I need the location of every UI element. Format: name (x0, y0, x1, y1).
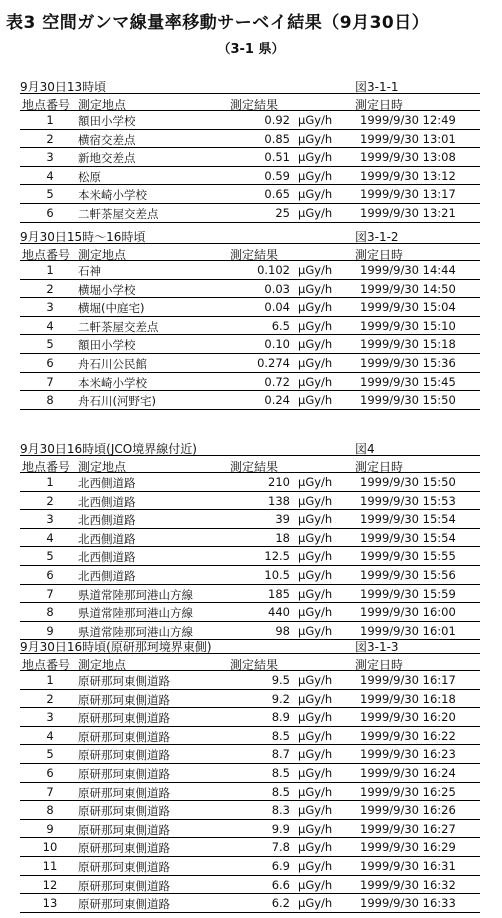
measurement-value: 210 (268, 475, 290, 489)
point-number: 1 (46, 113, 54, 127)
table-row (20, 510, 480, 529)
measurement-value: 8.7 (271, 747, 290, 762)
point-number: 4 (46, 728, 54, 743)
point-number: 1 (46, 673, 54, 687)
table-row (20, 671, 480, 690)
measurement-datetime: 1999/9/30 13:17 (360, 187, 456, 202)
measurement-unit: μGy/h (298, 728, 333, 743)
table-row (20, 876, 480, 895)
measurement-site: 本米崎小学校 (78, 188, 147, 203)
header-measurement-result: 測定結果 (230, 98, 279, 112)
measurement-value: 0.85 (264, 131, 290, 146)
measurement-datetime: 1999/9/30 15:50 (360, 393, 456, 408)
point-number: 9 (46, 821, 54, 836)
measurement-unit: μGy/h (298, 318, 333, 333)
measurement-unit: μGy/h (298, 896, 333, 911)
measurement-unit: μGy/h (298, 205, 333, 220)
header-measurement-datetime: 測定日時 (355, 658, 404, 672)
point-number: 3 (46, 300, 54, 315)
point-number: 6 (46, 355, 54, 370)
measurement-value: 9.2 (271, 691, 290, 706)
measurement-datetime: 1999/9/30 16:29 (360, 840, 456, 855)
measurement-unit: μGy/h (298, 877, 333, 892)
measurement-site: 原研那珂東側道路 (78, 897, 170, 912)
measurement-unit: μGy/h (298, 858, 333, 873)
measurement-value: 9.9 (271, 821, 290, 836)
measurement-datetime: 1999/9/30 15:54 (360, 512, 456, 527)
table-row (20, 492, 480, 511)
point-number: 6 (46, 567, 54, 582)
measurement-site: 原研那珂東側道路 (78, 692, 170, 707)
measurement-value: 10.5 (264, 567, 290, 582)
section-heading (20, 440, 480, 456)
measurement-unit: μGy/h (298, 840, 333, 855)
header-point-number: 地点番号 (22, 658, 71, 672)
measurement-site: 北西側道路 (78, 494, 136, 509)
header-measurement-result: 測定結果 (230, 658, 279, 672)
point-number: 1 (46, 263, 54, 277)
measurement-site: 横宿交差点 (78, 132, 136, 147)
point-number: 10 (42, 840, 58, 855)
measurement-unit: μGy/h (298, 765, 333, 780)
measurement-site: 県道常陸那珂港山方線 (78, 606, 193, 621)
point-number: 6 (46, 205, 54, 220)
measurement-site: 石神 (78, 264, 101, 278)
measurement-value: 6.6 (271, 877, 290, 892)
measurement-value: 0.102 (257, 263, 290, 277)
measurement-site: 北西側道路 (78, 568, 136, 583)
measurement-datetime: 1999/9/30 16:32 (360, 877, 456, 892)
header-measurement-result: 測定結果 (230, 460, 279, 474)
point-number: 13 (42, 896, 58, 911)
table-row (20, 280, 480, 299)
table-row (20, 857, 480, 876)
section-time-label: 9月30日16時頃(JCO境界線付近) (20, 442, 197, 456)
measurement-value: 0.24 (264, 393, 290, 408)
table-header (20, 456, 480, 473)
measurement-site: 原研那珂東側道路 (78, 711, 170, 726)
measurement-value: 440 (268, 605, 290, 620)
table-header (20, 244, 480, 261)
table-row (20, 261, 480, 280)
point-number: 8 (46, 393, 54, 408)
measurement-site: 県道常陸那珂港山方線 (78, 587, 193, 602)
point-number: 1 (46, 475, 54, 489)
measurement-datetime: 1999/9/30 13:12 (360, 168, 456, 183)
measurement-unit: μGy/h (298, 784, 333, 799)
measurement-value: 9.5 (271, 673, 290, 687)
measurement-datetime: 1999/9/30 16:00 (360, 605, 456, 620)
table-row (20, 690, 480, 709)
measurement-datetime: 1999/9/30 15:54 (360, 530, 456, 545)
measurement-datetime: 1999/9/30 14:50 (360, 281, 456, 296)
point-number: 2 (46, 131, 54, 146)
header-measurement-datetime: 測定日時 (355, 98, 404, 112)
measurement-site: 原研那珂東側道路 (78, 785, 170, 800)
table-row (20, 148, 480, 167)
table-row (20, 603, 480, 622)
measurement-site: 原研那珂東側道路 (78, 878, 170, 893)
point-number: 3 (46, 512, 54, 527)
point-number: 7 (46, 784, 54, 799)
header-point-number: 地点番号 (22, 460, 71, 474)
measurement-unit: μGy/h (298, 605, 333, 620)
measurement-value: 6.9 (271, 858, 290, 873)
measurement-value: 6.2 (271, 896, 290, 911)
measurement-unit: μGy/h (298, 187, 333, 202)
point-number: 5 (46, 187, 54, 202)
section-heading (20, 638, 480, 654)
measurement-unit: μGy/h (298, 747, 333, 762)
measurement-datetime: 1999/9/30 15:10 (360, 318, 456, 333)
table-row (20, 529, 480, 548)
measurement-value: 8.5 (271, 765, 290, 780)
measurement-value: 185 (268, 586, 290, 601)
section-time-label: 9月30日16時頃(原研那珂境界東側) (20, 640, 212, 654)
measurement-value: 0.51 (264, 150, 290, 165)
measurement-datetime: 1999/9/30 16:20 (360, 710, 456, 725)
figure-reference: 図3-1-1 (355, 80, 399, 94)
point-number: 7 (46, 586, 54, 601)
measurement-unit: μGy/h (298, 691, 333, 706)
table-row (20, 473, 480, 492)
measurement-datetime: 1999/9/30 13:21 (360, 205, 456, 220)
figure-reference: 図4 (355, 442, 375, 456)
table-row (20, 185, 480, 204)
measurement-datetime: 1999/9/30 15:53 (360, 493, 456, 508)
survey-section (20, 78, 480, 223)
measurement-value: 0.65 (264, 187, 290, 202)
measurement-site: 北西側道路 (78, 531, 136, 546)
measurement-datetime: 1999/9/30 15:55 (360, 549, 456, 564)
measurement-datetime: 1999/9/30 15:04 (360, 300, 456, 315)
measurement-datetime: 1999/9/30 13:08 (360, 150, 456, 165)
measurement-unit: μGy/h (298, 337, 333, 352)
measurement-site: 舟石川(河野宅) (78, 394, 156, 409)
table-row (20, 783, 480, 802)
measurement-site: 額田小学校 (78, 338, 136, 353)
table-row (20, 111, 480, 130)
measurement-value: 0.92 (264, 113, 290, 127)
measurement-datetime: 1999/9/30 16:27 (360, 821, 456, 836)
measurement-value: 8.5 (271, 784, 290, 799)
measurement-site: 本米崎小学校 (78, 375, 147, 390)
table-row (20, 745, 480, 764)
page-subtitle: （3-1 県） (217, 42, 285, 57)
measurement-site: 原研那珂東側道路 (78, 822, 170, 837)
measurement-site: 原研那珂東側道路 (78, 748, 170, 763)
section-time-label: 9月30日13時頃 (20, 80, 107, 94)
measurement-site: 松原 (78, 169, 101, 184)
measurement-datetime: 1999/9/30 16:24 (360, 765, 456, 780)
measurement-site: 二軒茶屋交差点 (78, 319, 159, 334)
measurement-unit: μGy/h (298, 113, 333, 127)
measurement-unit: μGy/h (298, 493, 333, 508)
measurement-site: 原研那珂東側道路 (78, 674, 170, 688)
measurement-unit: μGy/h (298, 393, 333, 408)
measurement-value: 0.274 (257, 355, 290, 370)
measurement-site: 北西側道路 (78, 550, 136, 565)
point-number: 4 (46, 168, 54, 183)
figure-reference: 図3-1-3 (355, 640, 399, 654)
measurement-site: 舟石川公民館 (78, 356, 147, 371)
measurement-datetime: 1999/9/30 16:25 (360, 784, 456, 799)
header-measurement-datetime: 測定日時 (355, 460, 404, 474)
measurement-datetime: 1999/9/30 16:31 (360, 858, 456, 873)
measurement-datetime: 1999/9/30 14:44 (360, 263, 456, 277)
measurement-unit: μGy/h (298, 710, 333, 725)
measurement-unit: μGy/h (298, 821, 333, 836)
table-row (20, 727, 480, 746)
table-row (20, 335, 480, 354)
point-number: 8 (46, 605, 54, 620)
table-row (20, 764, 480, 783)
header-measurement-result: 測定結果 (230, 248, 279, 262)
measurement-datetime: 1999/9/30 16:01 (360, 623, 456, 638)
measurement-value: 0.03 (264, 281, 290, 296)
measurement-site: 北西側道路 (78, 476, 136, 490)
measurement-value: 18 (275, 530, 290, 545)
measurement-datetime: 1999/9/30 13:01 (360, 131, 456, 146)
header-measurement-site: 測定地点 (78, 248, 127, 262)
measurement-site: 北西側道路 (78, 513, 136, 528)
table-row (20, 130, 480, 149)
page-title: 表3 空間ガンマ線量率移動サーベイ結果（9月30日） (6, 13, 430, 33)
measurement-site: 原研那珂東側道路 (78, 859, 170, 874)
measurement-site: 横堀(中庭宅) (78, 301, 145, 316)
measurement-value: 8.3 (271, 803, 290, 818)
measurement-value: 39 (275, 512, 290, 527)
measurement-value: 25 (275, 205, 290, 220)
table-row (20, 547, 480, 566)
measurement-unit: μGy/h (298, 512, 333, 527)
point-number: 6 (46, 765, 54, 780)
measurement-site: 二軒茶屋交差点 (78, 206, 159, 221)
measurement-unit: μGy/h (298, 623, 333, 638)
header-point-number: 地点番号 (22, 98, 71, 112)
point-number: 4 (46, 318, 54, 333)
measurement-value: 0.72 (264, 374, 290, 389)
measurement-value: 7.8 (271, 840, 290, 855)
measurement-site: 原研那珂東側道路 (78, 766, 170, 781)
point-number: 3 (46, 710, 54, 725)
measurement-value: 138 (268, 493, 290, 508)
section-time-label: 9月30日15時～16時頃 (20, 230, 146, 244)
measurement-value: 98 (275, 623, 290, 638)
measurement-unit: μGy/h (298, 263, 333, 277)
measurement-datetime: 1999/9/30 16:22 (360, 728, 456, 743)
point-number: 5 (46, 549, 54, 564)
measurement-datetime: 1999/9/30 16:26 (360, 803, 456, 818)
table-row (20, 167, 480, 186)
header-measurement-site: 測定地点 (78, 658, 127, 672)
figure-reference: 図3-1-2 (355, 230, 399, 244)
measurement-value: 6.5 (271, 318, 290, 333)
measurement-unit: μGy/h (298, 300, 333, 315)
survey-section (20, 638, 480, 913)
survey-section (20, 228, 480, 410)
measurement-unit: μGy/h (298, 168, 333, 183)
measurement-site: 原研那珂東側道路 (78, 841, 170, 856)
measurement-site: 横堀小学校 (78, 282, 136, 297)
point-number: 2 (46, 281, 54, 296)
measurement-datetime: 1999/9/30 12:49 (360, 113, 456, 127)
header-measurement-site: 測定地点 (78, 98, 127, 112)
survey-section (20, 440, 480, 640)
measurement-value: 0.04 (264, 300, 290, 315)
measurement-unit: μGy/h (298, 567, 333, 582)
measurement-value: 12.5 (264, 549, 290, 564)
measurement-datetime: 1999/9/30 16:33 (360, 896, 456, 911)
table-row (20, 391, 480, 410)
measurement-datetime: 1999/9/30 15:45 (360, 374, 456, 389)
measurement-unit: μGy/h (298, 530, 333, 545)
measurement-unit: μGy/h (298, 586, 333, 601)
point-number: 2 (46, 493, 54, 508)
point-number: 7 (46, 374, 54, 389)
point-number: 4 (46, 530, 54, 545)
measurement-datetime: 1999/9/30 16:18 (360, 691, 456, 706)
measurement-datetime: 1999/9/30 16:23 (360, 747, 456, 762)
point-number: 2 (46, 691, 54, 706)
measurement-site: 新地交差点 (78, 151, 136, 166)
point-number: 5 (46, 337, 54, 352)
measurement-unit: μGy/h (298, 150, 333, 165)
table-row (20, 708, 480, 727)
point-number: 3 (46, 150, 54, 165)
table-header (20, 94, 480, 111)
header-measurement-site: 測定地点 (78, 460, 127, 474)
table-row (20, 317, 480, 336)
measurement-value: 8.9 (271, 710, 290, 725)
table-header (20, 654, 480, 671)
measurement-unit: μGy/h (298, 374, 333, 389)
header-measurement-datetime: 測定日時 (355, 248, 404, 262)
measurement-value: 0.10 (264, 337, 290, 352)
measurement-datetime: 1999/9/30 15:59 (360, 586, 456, 601)
point-number: 12 (42, 877, 58, 892)
measurement-unit: μGy/h (298, 355, 333, 370)
measurement-site: 額田小学校 (78, 114, 136, 128)
point-number: 9 (46, 623, 54, 638)
table-row (20, 298, 480, 317)
measurement-datetime: 1999/9/30 16:17 (360, 673, 456, 687)
table-row (20, 566, 480, 585)
section-heading (20, 78, 480, 94)
table-row (20, 585, 480, 604)
measurement-unit: μGy/h (298, 673, 333, 687)
measurement-datetime: 1999/9/30 15:36 (360, 355, 456, 370)
point-number: 11 (42, 858, 58, 873)
measurement-value: 0.59 (264, 168, 290, 183)
table-row (20, 373, 480, 392)
point-number: 5 (46, 747, 54, 762)
header-point-number: 地点番号 (22, 248, 71, 262)
measurement-unit: μGy/h (298, 803, 333, 818)
measurement-site: 原研那珂東側道路 (78, 729, 170, 744)
table-row (20, 204, 480, 223)
measurement-datetime: 1999/9/30 15:50 (360, 475, 456, 489)
table-row (20, 801, 480, 820)
measurement-datetime: 1999/9/30 15:18 (360, 337, 456, 352)
table-row (20, 354, 480, 373)
table-row (20, 838, 480, 857)
measurement-unit: μGy/h (298, 549, 333, 564)
point-number: 8 (46, 803, 54, 818)
table-row (20, 894, 480, 913)
table-row (20, 820, 480, 839)
measurement-site: 県道常陸那珂港山方線 (78, 624, 193, 639)
measurement-unit: μGy/h (298, 281, 333, 296)
measurement-site: 原研那珂東側道路 (78, 804, 170, 819)
measurement-unit: μGy/h (298, 131, 333, 146)
section-heading (20, 228, 480, 244)
measurement-datetime: 1999/9/30 15:56 (360, 567, 456, 582)
measurement-value: 8.5 (271, 728, 290, 743)
measurement-unit: μGy/h (298, 475, 333, 489)
